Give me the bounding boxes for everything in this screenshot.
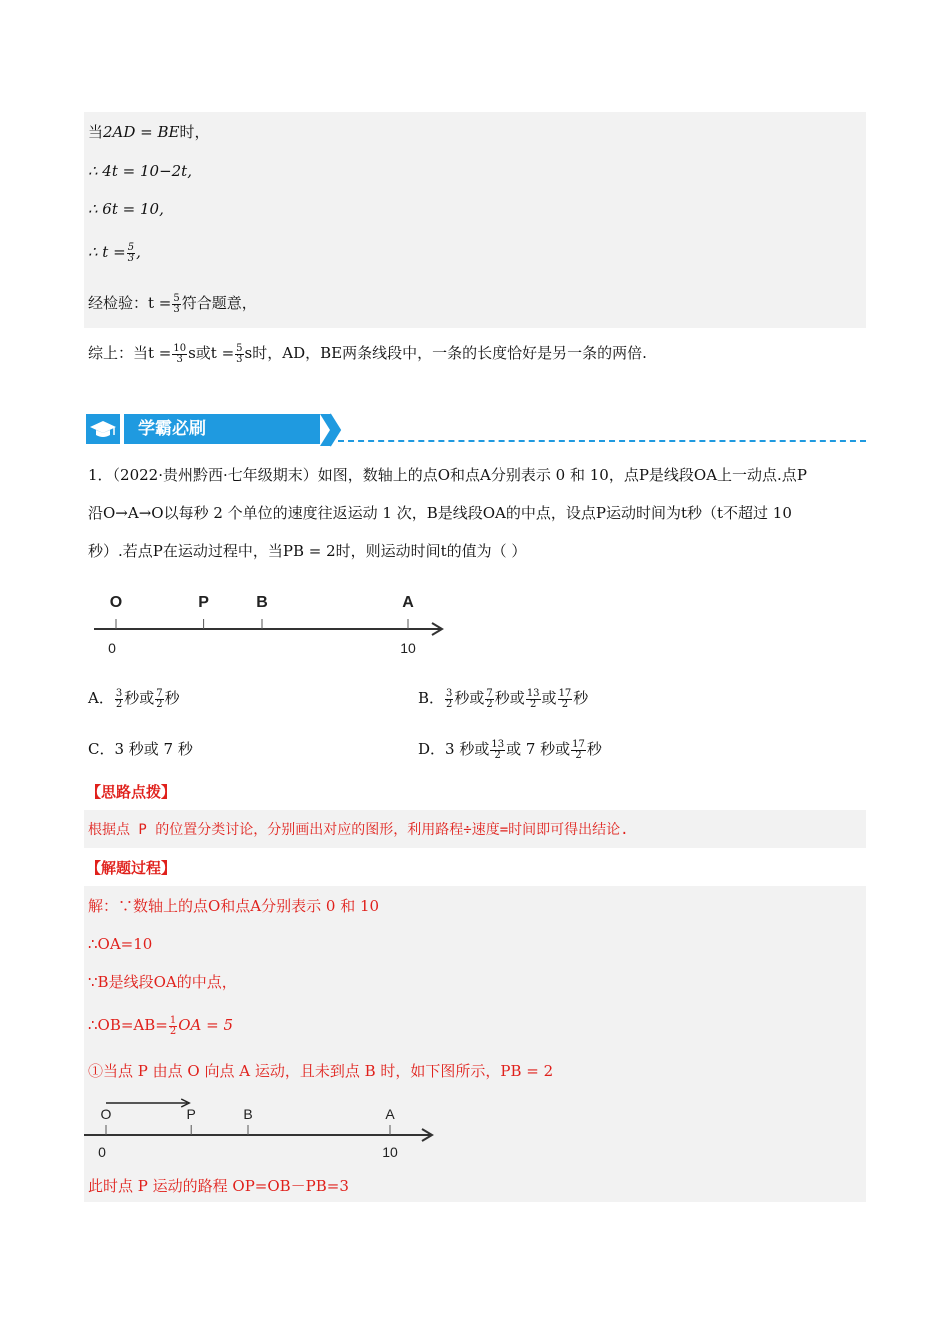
summary-line: [88, 343, 647, 365]
den: 2: [486, 698, 493, 710]
fraction: [485, 689, 493, 710]
text: ∴ t =: [88, 243, 126, 261]
fraction: [490, 740, 505, 761]
den: 3: [127, 252, 135, 264]
math: 2AD = BE: [103, 123, 180, 141]
solution-line-3: ∵B是线段OA的中点，: [88, 973, 237, 991]
den: 2: [115, 698, 123, 710]
num: 7: [156, 687, 163, 699]
text: 经检验：t =: [88, 294, 172, 312]
point-label-O: O: [109, 594, 123, 611]
question-line-2: 沿O→A→O以每秒 2 个单位的速度往返运动 1 次，B是线段OA的中点，设点P运动时间为t秒（t不超过 10: [88, 504, 792, 522]
text: 或 7 秒或: [506, 740, 571, 758]
den: 2: [156, 698, 163, 710]
text: 秒: [573, 689, 589, 707]
fraction: [115, 689, 123, 710]
fraction: [172, 344, 187, 365]
text: A．: [88, 689, 114, 707]
num: 13: [491, 738, 505, 750]
math: OA = 5: [178, 1016, 234, 1034]
text: 秒或: [124, 689, 155, 707]
num: 5: [127, 241, 135, 253]
question-line-3: 秒）.若点P在运动过程中，当PB = 2时，则运动时间t的值为（ ）: [88, 542, 527, 560]
prev-line-3: ∴ 6t = 10,: [88, 200, 164, 218]
text: 时，: [179, 123, 210, 141]
text: ,: [136, 243, 141, 261]
num: 3: [446, 687, 453, 699]
prev-line-1: [88, 122, 210, 142]
den: 2: [561, 698, 569, 710]
point-label-A: A: [385, 1106, 395, 1122]
tick-label-0: 0: [108, 640, 116, 656]
text: B．: [418, 689, 445, 707]
text: 秒或: [494, 689, 525, 707]
number-line-figure-1: [90, 585, 460, 660]
den: 3: [236, 353, 243, 365]
hint-title: 【思路点拨】: [86, 783, 177, 801]
num: 5: [236, 342, 243, 354]
question-line-1: 1．（2022·贵州黔西·七年级期末）如图，数轴上的点O和点A分别表示 0 和 10，点P是线段OA上一动点.点P: [88, 466, 807, 484]
text: 符合题意，: [181, 294, 257, 312]
hint-text: 根据点 P 的位置分类讨论，分别画出对应的图形，利用路程÷速度=时间即可得出结论.: [88, 822, 629, 838]
text: s时，AD，BE两条线段中，一条的长度恰好是另一条的两倍.: [244, 344, 647, 362]
text: D．3 秒或: [418, 740, 490, 758]
num: 17: [558, 687, 572, 699]
fraction: [169, 1016, 177, 1037]
section-banner: [86, 412, 866, 448]
text: 秒: [586, 740, 602, 758]
num: 5: [173, 292, 180, 304]
point-label-B: B: [256, 594, 268, 611]
den: 2: [529, 698, 537, 710]
fraction: [127, 243, 135, 264]
num: 13: [526, 687, 540, 699]
den: 3: [173, 303, 180, 315]
den: 2: [169, 1025, 177, 1037]
den: 2: [446, 698, 453, 710]
point-label-P: P: [198, 594, 209, 611]
den: 2: [575, 749, 582, 761]
fraction: [172, 294, 180, 315]
text: 当: [88, 123, 104, 141]
solution-line-4: [88, 1015, 233, 1037]
text: ∴OB=AB=: [88, 1016, 168, 1034]
text: 或: [541, 689, 557, 707]
point-label-A: A: [402, 594, 414, 611]
chevron-icon: [318, 412, 344, 448]
option-d[interactable]: [418, 739, 602, 761]
den: 2: [494, 749, 501, 761]
graduation-cap-icon: [86, 414, 120, 444]
number-line-figure-2: [84, 1095, 444, 1165]
prev-line-4: [88, 242, 141, 264]
num: 1: [169, 1014, 177, 1026]
num: 3: [115, 687, 123, 699]
tick-label-10: 10: [400, 640, 416, 656]
text: 综上：当t =: [88, 344, 172, 362]
point-label-O: O: [100, 1106, 112, 1122]
num: 7: [486, 687, 493, 699]
tick-label-0: 0: [98, 1144, 106, 1160]
solution-line-2: ∴OA=10: [88, 935, 153, 953]
fraction: [571, 740, 586, 761]
fraction: [558, 689, 573, 710]
banner-label: 学霸必刷: [124, 414, 320, 444]
text: 秒或: [454, 689, 485, 707]
tick-label-10: 10: [382, 1144, 398, 1160]
option-c[interactable]: C．3 秒或 7 秒: [88, 740, 193, 758]
text: 秒: [164, 689, 180, 707]
num: 17: [572, 738, 585, 750]
num: 10: [173, 342, 187, 354]
solution-line-6: 此时点 P 运动的路程 OP=OB－PB=3: [88, 1177, 349, 1195]
point-label-B: B: [243, 1106, 253, 1122]
prev-line-5: [88, 293, 257, 315]
option-a[interactable]: [88, 688, 180, 710]
point-label-P: P: [186, 1106, 196, 1122]
option-b[interactable]: [418, 688, 588, 710]
prev-line-2: ∴ 4t = 10−2t,: [88, 162, 192, 180]
fraction: [526, 689, 541, 710]
banner-dashed-line: [338, 440, 866, 442]
fraction: [445, 689, 453, 710]
den: 3: [176, 353, 183, 365]
fraction: [155, 689, 163, 710]
solution-title: 【解题过程】: [86, 859, 177, 877]
solution-line-1: 解：∵数轴上的点O和点A分别表示 0 和 10: [88, 897, 380, 915]
text: s或t =: [188, 344, 235, 362]
solution-line-5: ①当点 P 由点 O 向点 A 运动，且未到点 B 时，如下图所示，PB = 2: [88, 1062, 554, 1080]
fraction: [235, 344, 243, 365]
